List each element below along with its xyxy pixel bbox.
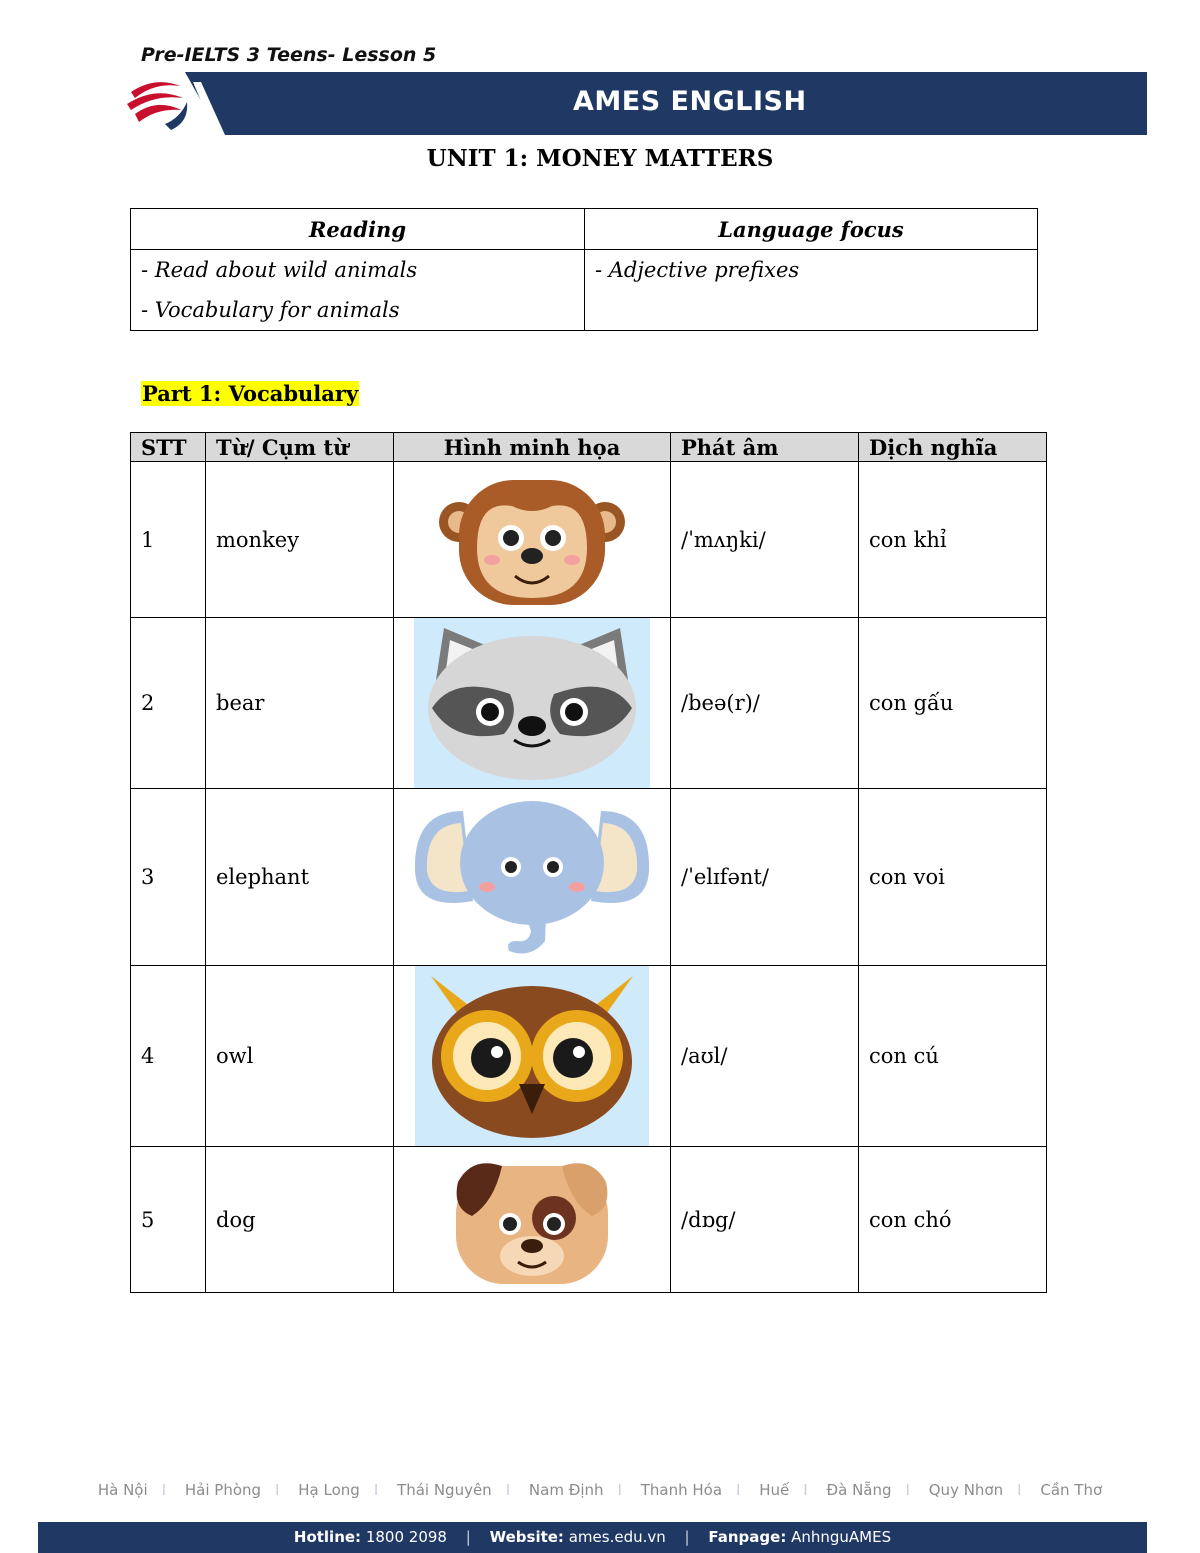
header-stt: STT [131,433,206,462]
city: Hạ Long [298,1481,360,1499]
row-meaning: con voi [859,789,1047,966]
row-meaning: con khỉ [859,462,1047,618]
city: Thái Nguyên [397,1481,492,1499]
hotline-label: Hotline: [293,1528,362,1546]
row-word: dog [206,1147,394,1293]
row-number: 2 [131,618,206,789]
row-illustration [394,618,671,789]
website-label: Website: [489,1528,564,1546]
reading-header: Reading [131,209,585,250]
city: Thanh Hóa [640,1481,723,1499]
row-meaning: con cú [859,966,1047,1147]
part1-heading: Part 1: Vocabulary [142,381,359,406]
footer-cities: Hà Nội I Hải Phòng I Hạ Long I Thái Nguyên I Nam Định I Thanh Hóa I Huế I Đà Nẵng I Quy Nhơn I Cần Thơ [97,1481,1103,1499]
row-word: owl [206,966,394,1147]
elephant-face-icon [413,791,651,963]
row-number: 4 [131,966,206,1147]
row-number: 1 [131,462,206,618]
unit-title: UNIT 1: MONEY MATTERS [426,145,774,172]
brand-banner [125,72,1147,135]
website-value: ames.edu.vn [568,1528,666,1546]
table-row [131,1147,1047,1293]
vocabulary-table [130,432,1047,1293]
raccoon-face-icon [414,618,650,788]
row-word: monkey [206,462,394,618]
ames-logo-icon [125,72,255,135]
table-row [131,789,1047,966]
city: Nam Định [528,1481,604,1499]
row-illustration [394,1147,671,1293]
row-number: 5 [131,1147,206,1293]
header-word: Từ/ Cụm từ [206,433,394,462]
row-word: bear [206,618,394,789]
row-pronunciation: /ˈelɪfənt/ [671,789,859,966]
footer-contact-bar: Hotline: 1800 2098 | Website: ames.edu.vn | Fanpage: AnhnguAMES [38,1522,1147,1553]
city: Hải Phòng [184,1481,262,1499]
reading-cell [131,250,585,331]
fanpage-label: Fanpage: [708,1528,787,1546]
row-meaning: con gấu [859,618,1047,789]
language-focus-item: - Adjective prefixes [595,258,800,282]
row-pronunciation: /ˈmʌŋki/ [671,462,859,618]
lesson-summary-table [130,208,1038,331]
language-focus-header: Language focus [585,209,1038,250]
fanpage-value: AnhnguAMES [791,1528,892,1546]
brand-name: AMES ENGLISH [573,86,807,117]
table-row [131,462,1047,618]
city: Huế [759,1481,790,1499]
owl-face-icon [415,966,649,1146]
reading-item: - Read about wild animals [141,258,418,282]
dog-face-icon [432,1152,632,1288]
header-meaning: Dịch nghĩa [859,433,1047,462]
summary-content-row [131,250,1038,331]
row-illustration [394,462,671,618]
vocab-header-row [131,433,1047,462]
city: Hà Nội [97,1481,148,1499]
hotline-value: 1800 2098 [365,1528,447,1546]
monkey-face-icon [437,470,627,610]
table-row [131,966,1047,1147]
row-pronunciation: /beə(r)/ [671,618,859,789]
city: Quy Nhơn [928,1481,1004,1499]
city: Cần Thơ [1040,1481,1103,1499]
row-pronunciation: /aʊl/ [671,966,859,1147]
document-header: Pre-IELTS 3 Teens- Lesson 5 [141,44,437,66]
table-row [131,618,1047,789]
language-focus-cell [585,250,1038,331]
header-illustration: Hình minh họa [394,433,671,462]
row-illustration [394,966,671,1147]
row-meaning: con chó [859,1147,1047,1293]
row-illustration [394,789,671,966]
row-pronunciation: /dɒg/ [671,1147,859,1293]
header-pronunciation: Phát âm [671,433,859,462]
row-number: 3 [131,789,206,966]
city: Đà Nẵng [826,1481,892,1499]
reading-item: - Vocabulary for animals [141,298,400,322]
summary-header-row [131,209,1038,250]
row-word: elephant [206,789,394,966]
